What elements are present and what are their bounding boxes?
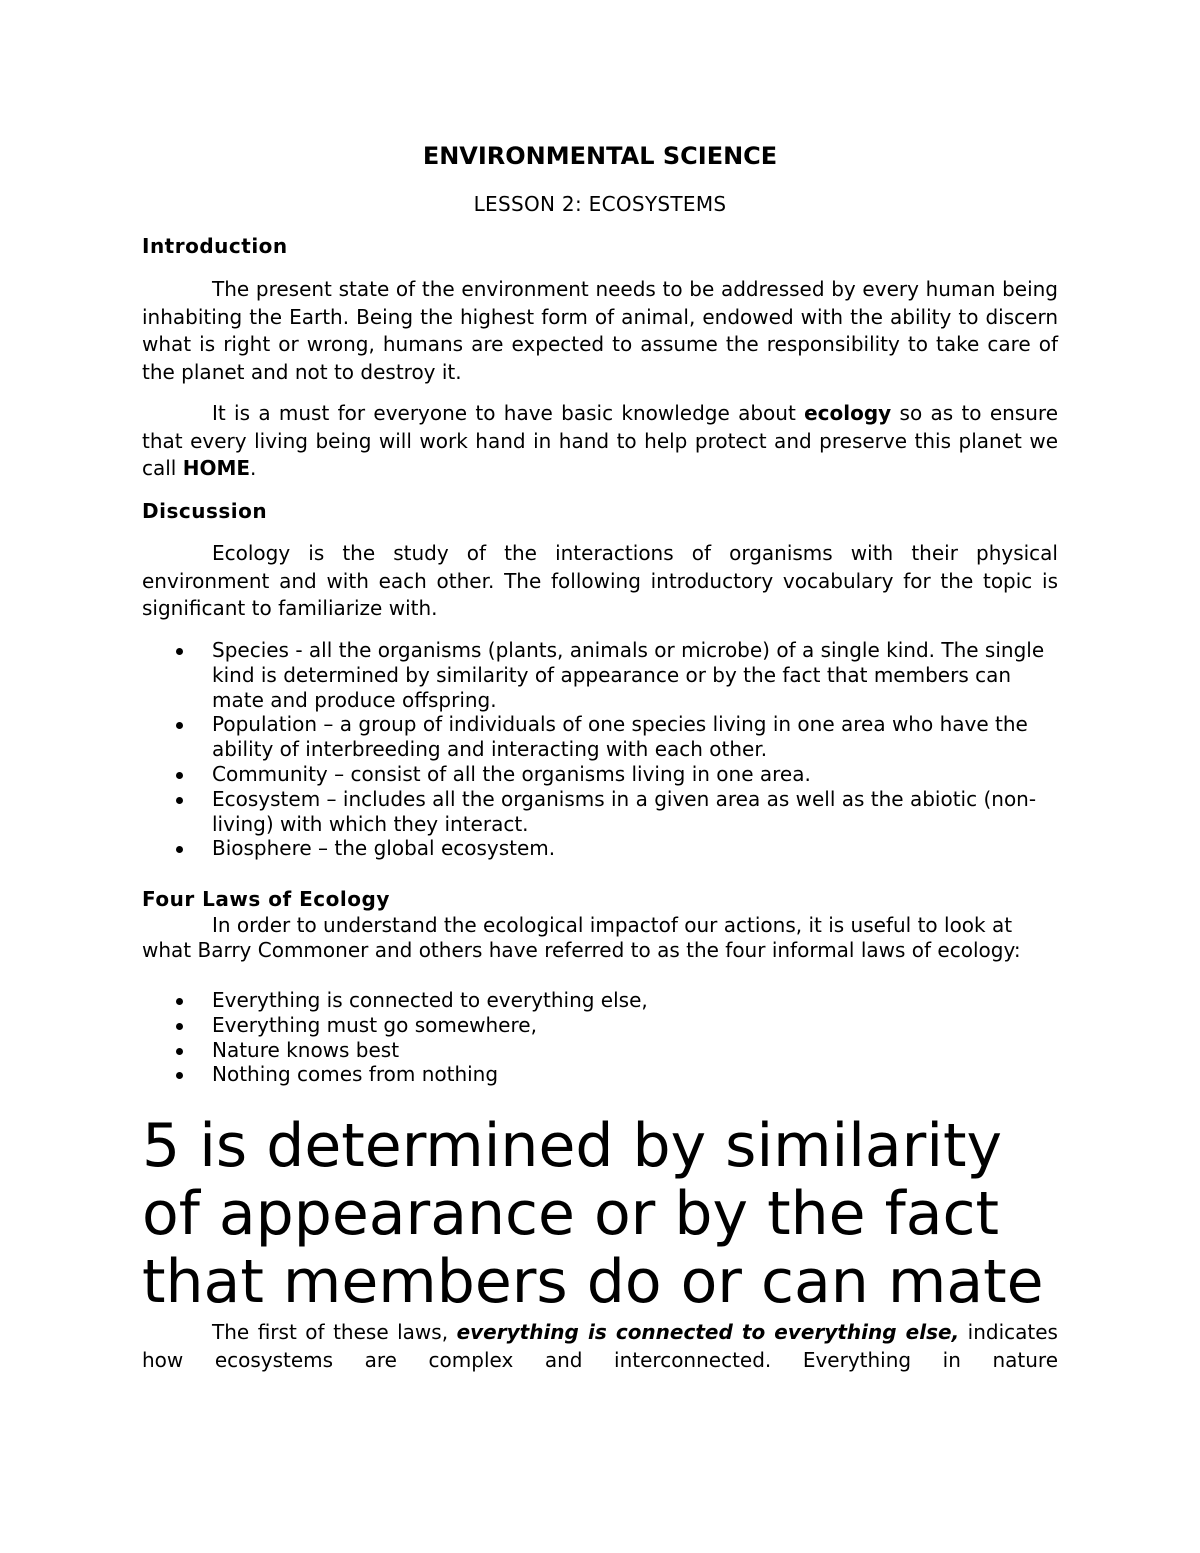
bullet-icon [176,1048,183,1055]
introduction-paragraph-2-text-a: It is a must for everyone to have basic knowledge about [212,401,805,425]
introduction-paragraph-1-text: The present state of the environment needs to be addressed by every human being inhabiting the Earth. Being the highest form of animal, endowed with the ability to discern what is right or wrong, humans are expected to assume the responsibility to take care of the planet and not to destroy it. [142,277,1058,384]
first-law-emphasis: everything is connected to everything else, [456,1320,960,1344]
list-item-text: Nature knows best [212,1037,400,1062]
bullet-icon [176,772,183,779]
introduction-paragraph-2 [142,400,1058,483]
discussion-paragraph [142,540,1058,623]
closing-paragraph-text-b: indicates how ecosystems are complex and interconnected. Everything in nature [142,1320,1058,1372]
vocabulary-list [142,638,1058,861]
ecology-term: ecology [804,401,892,425]
home-term: HOME [182,456,251,481]
list-item [142,762,1058,787]
list-item [142,1038,1058,1063]
list-item [142,638,1058,712]
list-item-text: Community – consist of all the organisms living in one area. [212,761,811,786]
introduction-paragraph-2-text-c: . [250,456,257,481]
large-excerpt-line-3: that members do or can mate [142,1247,1044,1317]
list-item [142,988,1058,1013]
bullet-icon [176,998,183,1005]
list-item-text: Everything is connected to everything else, [212,988,648,1012]
lesson-subtitle: LESSON 2: ECOSYSTEMS [473,192,727,216]
large-excerpt-line-2: of appearance or by the fact [142,1179,1000,1249]
bullet-icon [176,648,183,655]
four-laws-intro [142,913,1058,963]
discussion-paragraph-text: Ecology is the study of the interactions of organisms with their physical environment and with each other. The following introductory vocabulary for the topic is significant to familiarize with. [142,541,1058,621]
list-item-text: Everything must go somewhere, [212,1012,537,1037]
large-excerpt-line-1: 5 is determined by similarity [142,1111,1003,1181]
bullet-icon [176,1023,183,1030]
introduction-heading: Introduction [142,234,288,258]
list-item [142,787,1058,837]
closing-paragraph [142,1319,1058,1374]
list-item-text: Ecosystem – includes all the organisms in a given area as well as the abiotic (non-living) with which they interact. [212,786,1037,836]
discussion-heading: Discussion [142,499,268,523]
list-item [142,1013,1058,1038]
document-page [142,0,1058,1553]
introduction-paragraph-2-text-b: so as to ensure that every living being will work hand in hand to help protect and preserve this planet we call [142,401,1058,481]
four-laws-intro-text: In order to understand the ecological impactof our actions, it is useful to look at what Barry Commoner and others have referred to as the four informal laws of ecology: [142,913,1021,962]
bullet-icon [176,797,183,804]
list-item [142,836,1058,861]
closing-paragraph-text-a: The first of these laws, [212,1320,457,1344]
introduction-paragraph-1 [142,276,1058,386]
four-laws-heading: Four Laws of Ecology [142,887,390,911]
list-item-text: Biosphere – the global ecosystem. [212,836,556,861]
list-item-text: Nothing comes from nothing [212,1062,499,1087]
large-excerpt [142,1112,1058,1316]
four-laws-list [142,988,1058,1087]
list-item [142,1062,1058,1087]
bullet-icon [176,722,183,729]
document-title: ENVIRONMENTAL SCIENCE [422,142,778,170]
bullet-icon [176,1072,183,1079]
list-item-text: Population – a group of individuals of one species living in one area who have the ability of interbreeding and interacting with each other. [212,712,1028,762]
bullet-icon [176,846,183,853]
list-item-text: Species - all the organisms (plants, animals or microbe) of a single kind. The single kind is determined by similarity of appearance or by the fact that members can mate and produce offspring. [212,638,1045,712]
list-item [142,712,1058,762]
